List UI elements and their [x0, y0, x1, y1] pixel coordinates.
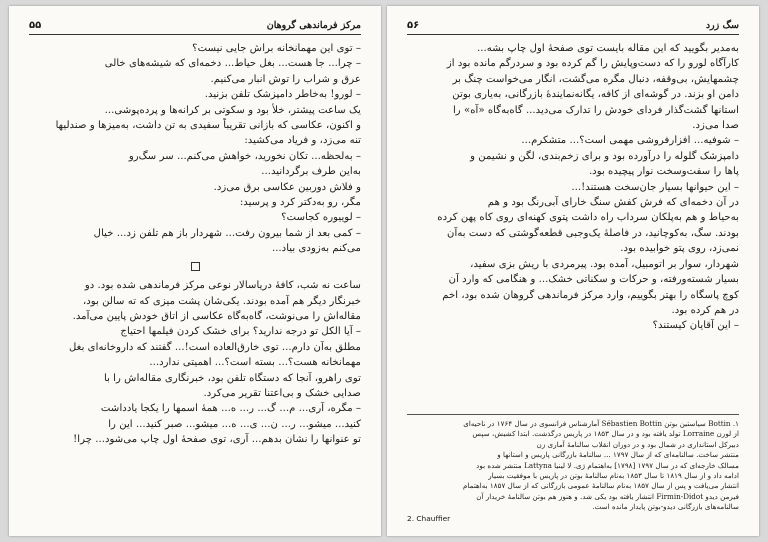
footnote-line: ادامه داد و از سال ۱۸۱۹ تا سال ۱۸۵۳ به‌نام سالنامهٔ بوتن در پاریس با موفقیت بسیار	[488, 470, 739, 480]
footnote-line: سالنامه‌های بازرگانی دیدو-بوتن پایدار مانده است.	[592, 502, 739, 512]
section-break-square	[29, 261, 361, 276]
text-line: تنه می‌زد، و فریاد می‌کشید:	[244, 135, 361, 147]
text-line: به‌این طرف برگردانید...	[261, 166, 361, 178]
text-line: – چرا... جا هست... بغل حیاط... دخمه‌ای که شیشه‌های خالی	[104, 58, 361, 70]
footnote-2: 2. Chauffier	[407, 513, 451, 523]
text-line: یک ساعت پیشتر، خلأ بود و سکوتی بر کرانه‌ها و پرده‌پوشی...	[104, 104, 361, 116]
text-line: بسیار شسته‌ورفته، و حرکات و سکناتی خشک... و هنگامی که وارد آن	[448, 274, 739, 286]
text-line: خبرنگار دیگر هم آمده بودند. یکی‌شان پشت میزی که ته سالن بود،	[82, 295, 361, 307]
text-line: می‌کنم به‌زودی بیاد...	[271, 243, 361, 255]
text-line: در آن دخمه‌ای که فرش کفش سنگ خارای آبی‌رنگ بود و هم	[487, 197, 739, 209]
text-line: دامپزشک گلوله را درآورده بود و برای زخم‌بندی، لگن و نشیمن و	[470, 150, 739, 162]
footnote-line: از لورن Lorraine تولد یافته بود و در سال ۱۸۵۳ در پاریس درگذشت. ابتدا کشیش، سپس	[472, 429, 739, 439]
left-page-header	[29, 20, 361, 35]
right-page-title: سگ زرد	[705, 20, 739, 31]
right-page-header	[407, 20, 739, 35]
footnote-line: فیرمن دیدو Firmin-Didot انتشار یافته بود یکی شد. و هنوز هم بوتن سالنامهٔ خریدار آن	[476, 491, 739, 501]
footnotes	[407, 414, 739, 524]
text-line: دامن او بزند. در گوشه‌ای از کافه، یگانه‌نمایندهٔ بازرگانی، به‌یاری بوتن	[452, 89, 739, 101]
left-page-body	[29, 41, 361, 448]
text-line: به‌مدیر بگویید که این مقاله بایست توی صفحهٔ اول چاپ بشه...	[477, 43, 739, 54]
text-line: – کمی بعد از شما بیرون رفت... شهردار باز هم تلفن زد... خیال	[93, 227, 361, 239]
text-line: بودند. سگ، به‌کوچانید، در فاصلهٔ یک‌وجبی قطعه‌گوشتی که دست به‌آن	[447, 227, 739, 239]
text-line: تو عنوانها را نشان بدهم... آری، توی صفحهٔ اول چاپ می‌شود... چرا!	[73, 434, 361, 446]
text-line: – این حیوانها بسیار جان‌سخت هستند!...	[571, 181, 739, 193]
text-line: نمی‌زد، روی پتو خوابیده بود.	[620, 243, 739, 255]
text-line: به‌حیاط و هم به‌پلکان سرداب راه داشت پتوی کهنه‌ای روی کاه پهن کرده	[437, 212, 739, 224]
footnote-line: ۱. Bottin سیاستین بوتن Sébastien Bottin آمارشناس فرانسوی در سال ۱۷۶۴ در ناحیه‌ای	[463, 418, 739, 428]
text-line: – این آقایان کیستند؟	[652, 320, 739, 332]
text-line: و اکنون، عکاسی که بازانی تقریباً سفیدی به تن داشت، به‌میزها و صندلیها	[55, 120, 361, 132]
text-line: – آیا الکل تو درجه ندارید؟ برای خشک کردن فیلمها احتیاج	[120, 326, 361, 338]
text-line: کارآگاه لورو را که دست‌وپایش را گم کرده بود و سردرگم مانده بود از	[446, 58, 739, 70]
footnote-line: منتشر ساخت. سالنامه‌ای که از سال ۱۷۹۷ ... سالنامهٔ بازرگانی پاریس و استانها و	[497, 450, 739, 460]
right-page	[387, 6, 759, 536]
text-line: و فلاش دوربین عکاسی برق می‌زد.	[213, 181, 361, 193]
text-line: – مگره، آری... م... گ... ر... ه... همهٔ اسمها را یکجا یادداشت	[100, 403, 361, 415]
text-line: پاها را سفت‌وسخت نوار پیچیده بود.	[588, 166, 739, 178]
footnote-line: مسالک خارجه‌ای که در سال ۱۷۹۷ [۱۷۹۸] به‌اهتمام ژی. لا لینیا Lattyna منتشر شده بود	[476, 460, 739, 470]
text-line: در هم کرده بود.	[671, 304, 739, 316]
text-line: – لورو! به‌خاطر دامپزشک تلفن بزنید.	[204, 89, 361, 101]
text-line: مهمانخانه هست؟... بسته است؟... اهمیتی ندارد...	[149, 357, 361, 369]
left-page-number: ۵۵	[29, 20, 42, 31]
left-page	[9, 6, 381, 536]
text-line: شهردار، سوار بر اتومبیل، آمده بود. پیرمردی با ریش بزی سفید،	[470, 258, 739, 270]
text-line: صدایی خشک و بی‌اعتنا تقریر می‌کرد.	[203, 387, 361, 399]
text-line: – شوفیه... افزارفروشی مهمی است؟... متشکرم...	[521, 135, 739, 147]
text-line: استانها گشت‌گذار فردای خودش را تدارک می‌دید... گاه‌به‌گاه «آه» را	[452, 104, 739, 116]
right-page-body	[407, 41, 739, 334]
text-line: کوچ پاسگاه را بهتر بگوییم، وارد مرکز فرماندهی گروهان شده بود، اخم	[442, 289, 739, 301]
text-line: ساعت نه شب، کافهٔ دریاسالار نوعی مرکز فرماندهی شده بود. دو	[84, 280, 361, 292]
footnote-line: دبیرکل استانداری در شمال بود و در دوران انقلاب سالنامهٔ آماری زن‌	[536, 439, 739, 449]
text-line: – توی این مهمانخانه براش جایی نیست؟	[192, 43, 361, 54]
text-line: چشمهایش، بی‌وقفه، دنبال مگره می‌گشت، انگار می‌خواست چنگ بر	[452, 73, 739, 85]
text-line: مگر، رو به‌دکتر کرد و پرسید:	[239, 197, 361, 209]
footnote-line: انتشار می‌یافت و پس از سال ۱۸۵۷ به‌نام سالنامهٔ عمومی بازرگانی که از سال ۱۸۵۷ به‌اهتمام	[463, 481, 739, 491]
text-line: توی راهرو، آنجا که دستگاه تلفن بود، خبرنگاری مقاله‌اش را با	[103, 372, 361, 384]
left-page-title: مرکز فرماندهی گروهان	[266, 20, 361, 31]
text-line: عرق و شراب را توش انبار می‌کنیم.	[210, 73, 361, 85]
text-line: صدا می‌زد.	[692, 120, 739, 132]
text-line: – به‌لحظه... تکان نخورید، خواهش می‌کنم... سر سگ‌رو	[128, 150, 361, 162]
text-line: مقاله‌اش را می‌نوشت، گاه‌به‌گاه عکاسی از اتاق خودش پایین می‌آمد.	[72, 310, 361, 322]
text-line: – لوییوره کجاست؟	[281, 212, 361, 224]
right-page-number: ۵۶	[407, 20, 420, 31]
text-line: مطلق به‌آن دارم... توی خارق‌العاده است!... گفتند که داروخانه‌ای بغل	[68, 341, 361, 353]
text-line: کنید... میشو... ر... ن... ی... ه... میشو... صبر کنید... این را	[108, 418, 361, 430]
